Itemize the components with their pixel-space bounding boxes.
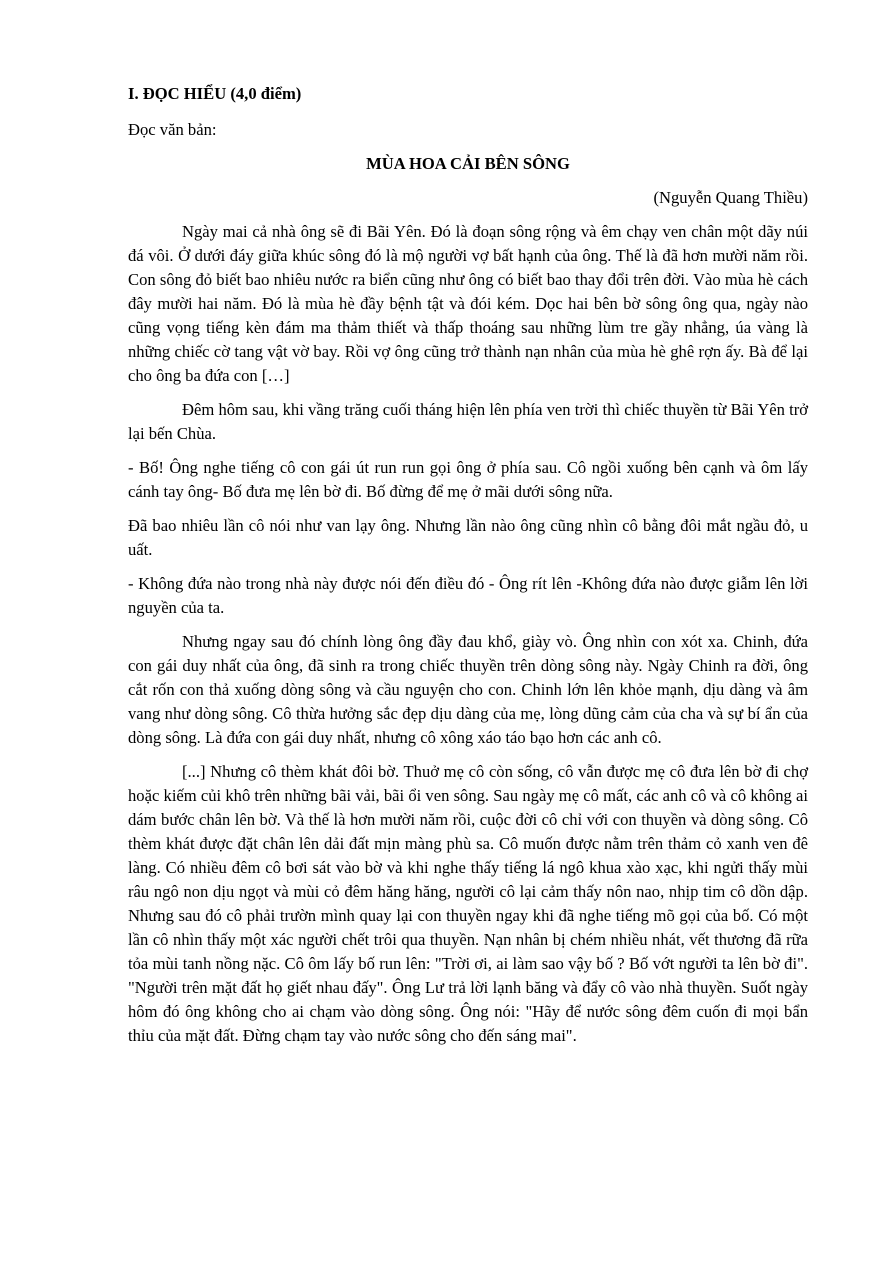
dialogue-paragraph: - Bố! Ông nghe tiếng cô con gái út run run gọi ông ở phía sau. Cô ngồi xuống bên cạnh và ôm lấy cánh tay ông- Bố đưa mẹ lên bờ đi. Bố đừng để mẹ ở mãi dưới sông nữa. [128,458,808,501]
dialogue-paragraph: - Không đứa nào trong nhà này được nói đến điều đó - Ông rít lên -Không đứa nào được giẫm lên lời nguyền của ta. [128,574,808,617]
paragraph: [...] Nhưng cô thèm khát đôi bờ. Thuở mẹ cô còn sống, cô vẫn được mẹ cô đưa lên bờ đi chợ hoặc kiếm củi khô trên những bãi vải, bãi ổi ven sông. Sau ngày mẹ cô mất, các anh cô và cô không ai dám bước chân lên bờ. Và thế là hơn mười năm rồi, cuộc đời cô chỉ với con thuyền và dòng sông. Cô thèm khát được đặt chân lên dải đất mịn màng phù sa. Cô muốn được nằm trên thảm cỏ xanh ven đê làng. Có nhiều đêm cô bơi sát vào bờ và khi nghe thấy tiếng lá ngô khua xào xạc, khi ngửi thấy mùi râu ngô non dịu ngọt và mùi cỏ đêm hăng hăng, người cô lại cảm thấy nôn nao, nhịp tim cô dồn dập. Nhưng sau đó cô phải trườn mình quay lại con thuyền ngay khi đã nghe tiếng mõ gọi của bố. Có một lần cô nhìn thấy một xác người chết trôi qua thuyền. Nạn nhân bị chém nhiều nhát, vết thương đã rữa tỏa mùi tanh nồng nặc. Cô ôm lấy bố run lên: "Trời ơi, ai làm sao vậy bố ? Bố vớt người ta lên bờ đi". "Người trên mặt đất họ giết nhau đấy". Ông Lư trả lời lạnh băng và đẩy cô vào nhà thuyền. Suốt ngày hôm đó ông không cho ai chạm vào dòng sông. Ông nói: "Hãy để nước sông đêm cuốn đi mọi bẩn thỉu của mặt đất. Đừng chạm tay vào nước sông cho đến sáng mai". [128,762,808,1045]
document-page [128,82,808,1058]
paragraph: Nhưng ngay sau đó chính lòng ông đầy đau khổ, giày vò. Ông nhìn con xót xa. Chinh, đứa con gái duy nhất của ông, đã sinh ra trong chiếc thuyền trên dòng sông này. Ngày Chinh ra đời, ông cắt rốn con thả xuống dòng sông và cầu nguyện cho con. Chinh lớn lên khỏe mạnh, dịu dàng và âm vang như dòng sông. Cô thừa hưởng sắc đẹp dịu dàng của mẹ, lòng dũng cảm của cha và sự bí ẩn của dòng sông. Là đứa con gái duy nhất, nhưng cô xông xáo táo bạo hơn các anh cô. [128,632,808,747]
author-name: (Nguyễn Quang Thiều) [653,188,808,207]
paragraph: Đêm hôm sau, khi vầng trăng cuối tháng hiện lên phía ven trời thì chiếc thuyền từ Bãi Yên trở lại bến Chùa. [128,400,808,443]
section-title: I. ĐỌC HIỂU (4,0 điểm) [128,84,302,103]
paragraph: Đã bao nhiêu lần cô nói như van lạy ông. Nhưng lần nào ông cũng nhìn cô bằng đôi mắt ngầu đỏ, u uất. [128,516,808,559]
paragraph: Ngày mai cả nhà ông sẽ đi Bãi Yên. Đó là đoạn sông rộng và êm chạy ven chân một dãy núi đá vôi. Ở dưới đáy giữa khúc sông đó là mộ người vợ bất hạnh của ông. Thế là đã hơn mười năm rồi. Con sông đỏ biết bao nhiêu nước ra biển cũng như ông có biết bao thay đổi trên đời. Vào mùa hè cách đây mười hai năm. Đó là mùa hè đầy bệnh tật và đói kém. Dọc hai bên bờ sông ông qua, ngày nào cũng vọng tiếng kèn đám ma thảm thiết và thấp thoáng sau những lùm tre gầy nhẳng, úa vàng là những chiếc cờ tang vật vờ bay. Rồi vợ ông cũng trở thành nạn nhân của mùa hè ghê rợn ấy. Bà để lại cho ông ba đứa con […] [128,222,808,385]
story-title: MÙA HOA CẢI BÊN SÔNG [366,154,570,173]
intro-text: Đọc văn bản: [128,120,217,139]
